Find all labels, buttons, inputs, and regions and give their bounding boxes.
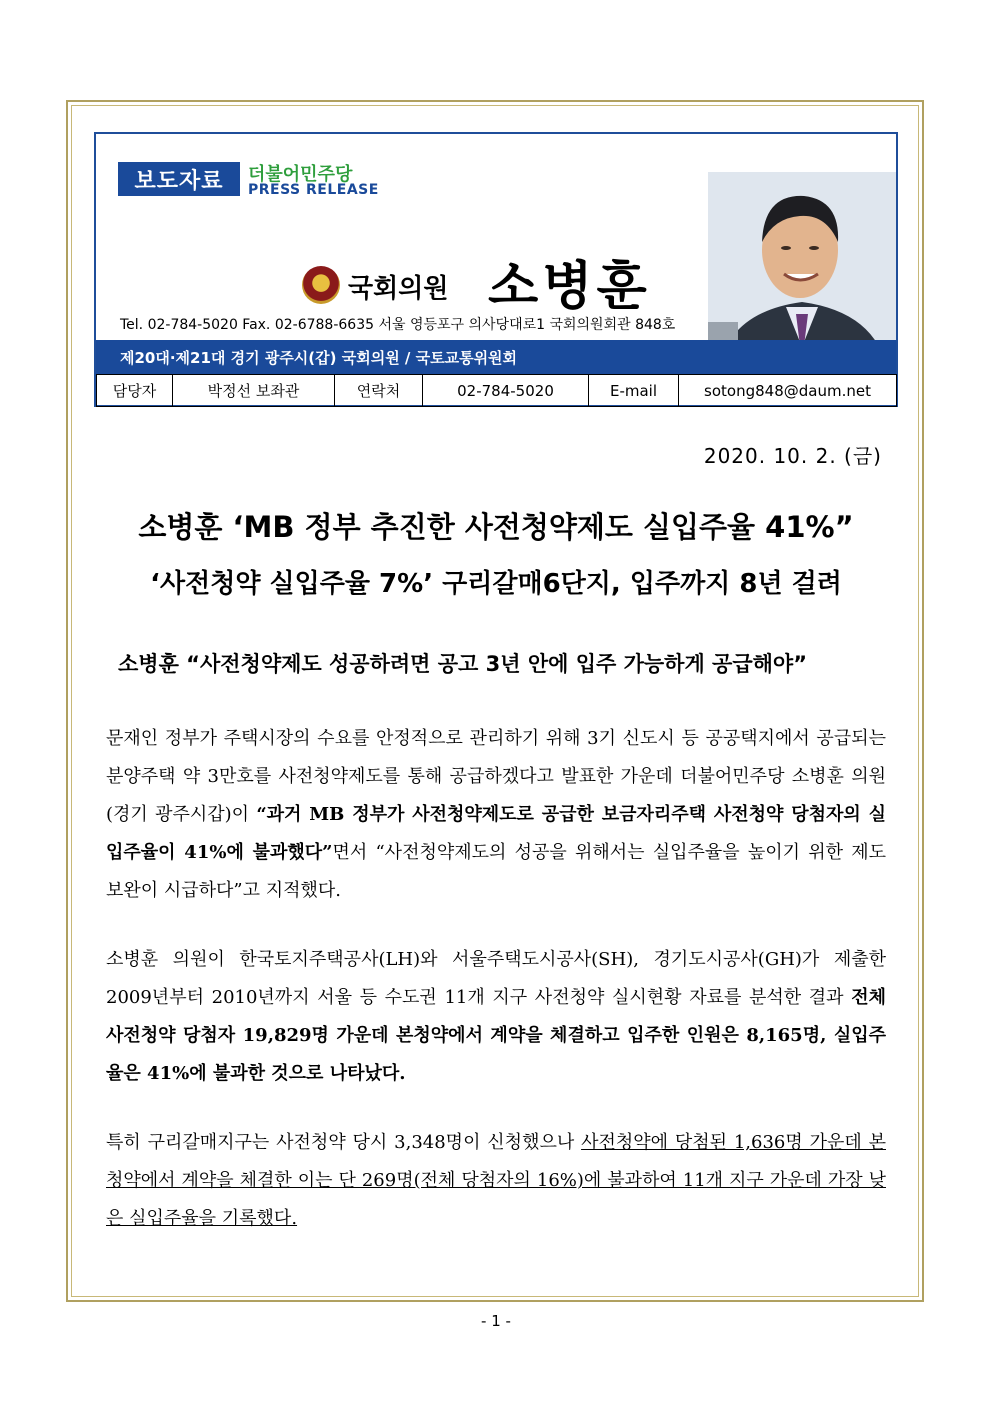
email-value: sotong848@daum.net [679, 375, 897, 407]
release-date: 2020. 10. 2. (금) [703, 444, 882, 468]
phone-value: 02-784-5020 [423, 375, 589, 407]
quote-headline: 소병훈 “사전청약제도 성공하려면 공고 3년 안에 입주 가능하게 공급해야” [118, 652, 807, 676]
body-paragraph-3 [106, 1124, 886, 1238]
p1-text: 문재인 정부가 주택시장의 수요를 안정적으로 관리하기 위해 3기 신도시 등 공공택지에서 공급되는 분양주택 약 3만호를 사전청약제도를 통해 공급하겠다고 발표한 가운데 더불어민주당 소병훈 의원(경기 광주시갑)이 [106, 728, 886, 825]
p1-bold-quote: “과거 MB 정부가 사전청약제도로 공급한 보금자리주택 사전청약 당첨자의 실입주율이 41%에 불과했다” [106, 804, 886, 863]
mp-title-label: 국회의원 [348, 274, 449, 304]
page-number: - 1 - [481, 1312, 511, 1330]
contact-table-row [97, 375, 897, 407]
phone-label: 연락처 [335, 375, 423, 407]
headline: 소병훈 ‘MB 정부 추진한 사전청약제도 실입주율 41%” [138, 510, 854, 544]
body-paragraph-1 [106, 720, 886, 910]
p1-text-end: 면서 “사전청약제도의 성공을 위해서는 실입주율을 높이기 위한 제도 보완이 시급하다”고 지적했다. [106, 842, 886, 901]
national-assembly-emblem-icon [302, 266, 340, 304]
contact-table [96, 374, 897, 407]
p2-text: 소병훈 의원이 한국토지주택공사(LH)와 서울주택도시공사(SH), 경기도시공사(GH)가 제출한 2009년부터 2010년까지 서울 등 수도권 11개 지구 사전청약 실시현황 자료를 분석한 결과 [106, 949, 886, 1008]
contact-person-label: 담당자 [97, 375, 173, 407]
district-info: 제20대·제21대 경기 광주시(갑) 국회의원 / 국토교통위원회 [120, 349, 518, 367]
contact-person-value: 박정선 보좌관 [173, 375, 335, 407]
p2-bold-finding: 전체 사전청약 당첨자 19,829명 가운데 본청약에서 계약을 체결하고 입주한 인원은 8,165명, 실입주율은 41%에 불과한 것으로 나타났다. [106, 987, 886, 1084]
party-name: 더불어민주당 [248, 164, 353, 185]
subheadline: ‘사전청약 실입주율 7%’ 구리갈매6단지, 입주까지 8년 걸려 [150, 569, 842, 599]
p3-underlined-finding: 사전청약에 당첨된 1,636명 가운데 본청약에서 계약을 체결한 이는 단 269명(전체 당첨자의 16%)에 불과하여 11개 지구 가운데 가장 낮은 실입주율을 기록했다. [106, 1132, 886, 1229]
email-label: E-mail [589, 375, 679, 407]
mp-name: 소병훈 [488, 257, 651, 317]
body-paragraph-2 [106, 941, 886, 1093]
contact-line: Tel. 02-784-5020 Fax. 02-6788-6635 서울 영등포구 의사당대로1 국회의원회관 848호 [120, 317, 676, 333]
press-release-badge: 보도자료 [118, 162, 240, 196]
press-release-header [94, 132, 898, 407]
p3-text: 특히 구리갈매지구는 사전청약 당시 3,348명이 신청했으나 [106, 1132, 582, 1153]
press-release-label: PRESS RELEASE [248, 182, 379, 198]
